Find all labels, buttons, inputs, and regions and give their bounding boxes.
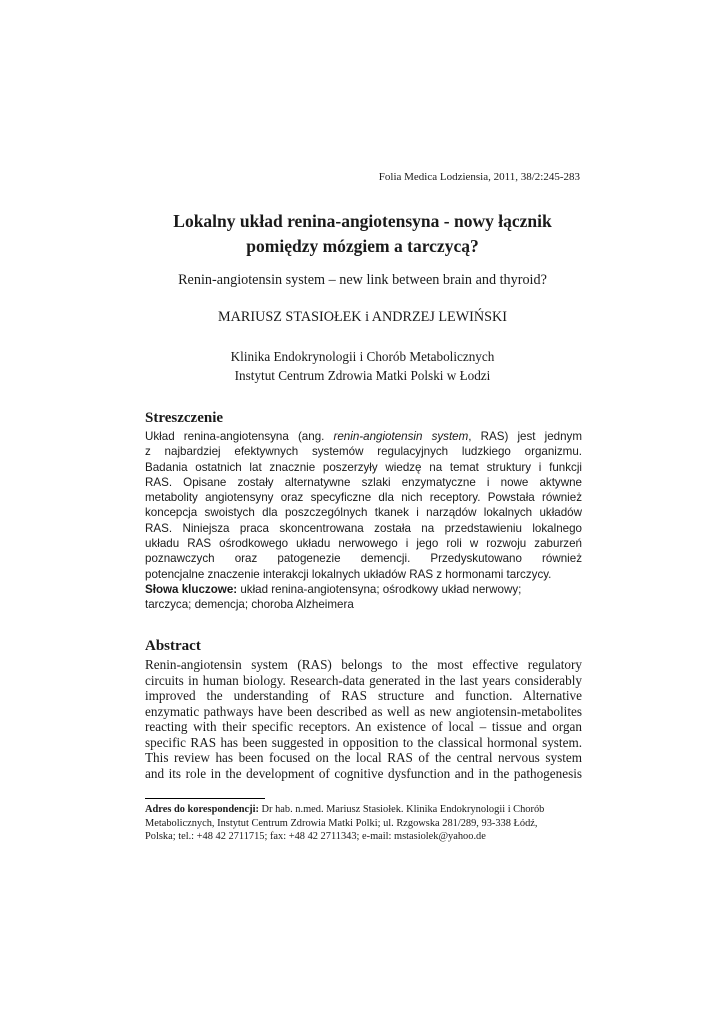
footnote-line: Polska; tel.: +48 42 2711715; fax: +48 42 2711343; e-mail: mstasiolek@yahoo.de (145, 831, 486, 842)
abstract-line: reacting with their specific receptors. An existence of local – tissue and organ (145, 719, 582, 734)
streszczenie-heading: Streszczenie (145, 410, 224, 426)
body-line: koncepcja swoistych dla poszczególnych tkanek i narządów lokalnych układów (145, 506, 582, 520)
abstract-heading: Abstract (145, 638, 201, 654)
body-line: poznawczych oraz patogenezie demencji. Przedyskutowano również (145, 552, 582, 566)
body-line: z najbardziej efektywnych systemów regulacyjnych ludzkiego organizmu. (145, 445, 582, 459)
body-line: Badania ostatnich lat znacznie poszerzyły wiedzę na temat struktury i funkcji (145, 460, 582, 474)
abstract-line: enzymatic pathways have been described as well as new angiotensin-metabolites (145, 703, 582, 719)
abstract-line: Renin-angiotensin system (RAS) belongs to the most effective regulatory (145, 657, 582, 672)
abstract-line: improved the understanding of RAS structure and function. Alternative (145, 688, 582, 703)
keywords-line: tarczyca; demencja; choroba Alzheimera (145, 598, 354, 612)
title-line: Lokalny układ renina-angiotensyna - nowy łącznik (173, 211, 552, 231)
footnote-label: Adres do korespondencji: (145, 804, 259, 815)
body-italic: renin-angiotensin system (333, 430, 469, 443)
body-line: metabolity angiotensyny oraz specyficzne dla nich receptory. Powstała również (145, 491, 582, 505)
body-line: potencjalne znaczenie interakcji lokalnych układów RAS z hormonami tarczycy. (145, 567, 552, 581)
correspondence-footnote (145, 803, 582, 844)
body-line: RAS. Niniejsza praca skoncentrowana została na przedstawieniu lokalnego (145, 521, 582, 535)
keywords-text: układ renina-angiotensyna; ośrodkowy układ nerwowy; (237, 583, 522, 596)
footnote-text: Dr hab. n.med. Mariusz Stasiołek. Klinika Endokrynologii i Chorób (258, 804, 545, 815)
title-line: pomiędzy mózgiem a tarczycą? (246, 236, 479, 256)
abstract-body (145, 657, 582, 781)
body-line (145, 429, 582, 444)
affiliation-line: Klinika Endokrynologii i Chorób Metabolicznych (230, 349, 495, 364)
footnote-divider (145, 798, 265, 799)
abstract-line: circuits in human biology. Research-data generated in the last years considerably (145, 672, 582, 688)
abstract-line: and its role in the development of cognitive dysfunction and in the pathogenesis (145, 765, 582, 781)
affiliation (145, 347, 580, 385)
keywords-label: Słowa kluczowe: (145, 583, 238, 596)
footnote-line: Metabolicznych, Instytut Centrum Zdrowia Matki Polki; ul. Rzgowska 281/289, 93-338 Łódź, (145, 817, 538, 829)
body-line: układu RAS ośrodkowego układu nerwowego i jego roli w rozwoju zaburzeń (145, 537, 582, 551)
keywords (145, 582, 582, 613)
footnote-line (145, 803, 582, 817)
streszczenie-body (145, 429, 582, 582)
abstract-line: This review has been focused on the local RAS of the central nervous system (145, 750, 582, 765)
article-title-pl (145, 209, 580, 259)
journal-reference: Folia Medica Lodziensia, 2011, 38/2:245-283 (378, 171, 580, 183)
body-text: Układ renina-angiotensyna (ang. (145, 430, 334, 443)
keywords-line (145, 582, 582, 597)
article-title-en: Renin-angiotensin system – new link between brain and thyroid? (178, 272, 547, 288)
body-line: RAS. Opisane zostały alternatywne szlaki enzymatyczne i nowe aktywne (145, 475, 582, 489)
authors: MARIUSZ STASIOŁEK i ANDRZEJ LEWIŃSKI (218, 309, 507, 325)
affiliation-line: Instytut Centrum Zdrowia Matki Polski w Łodzi (234, 368, 491, 383)
abstract-line: specific RAS has been suggested in opposition to the classical hormonal system. (145, 734, 582, 750)
body-text: , RAS) jest jednym (468, 430, 583, 443)
